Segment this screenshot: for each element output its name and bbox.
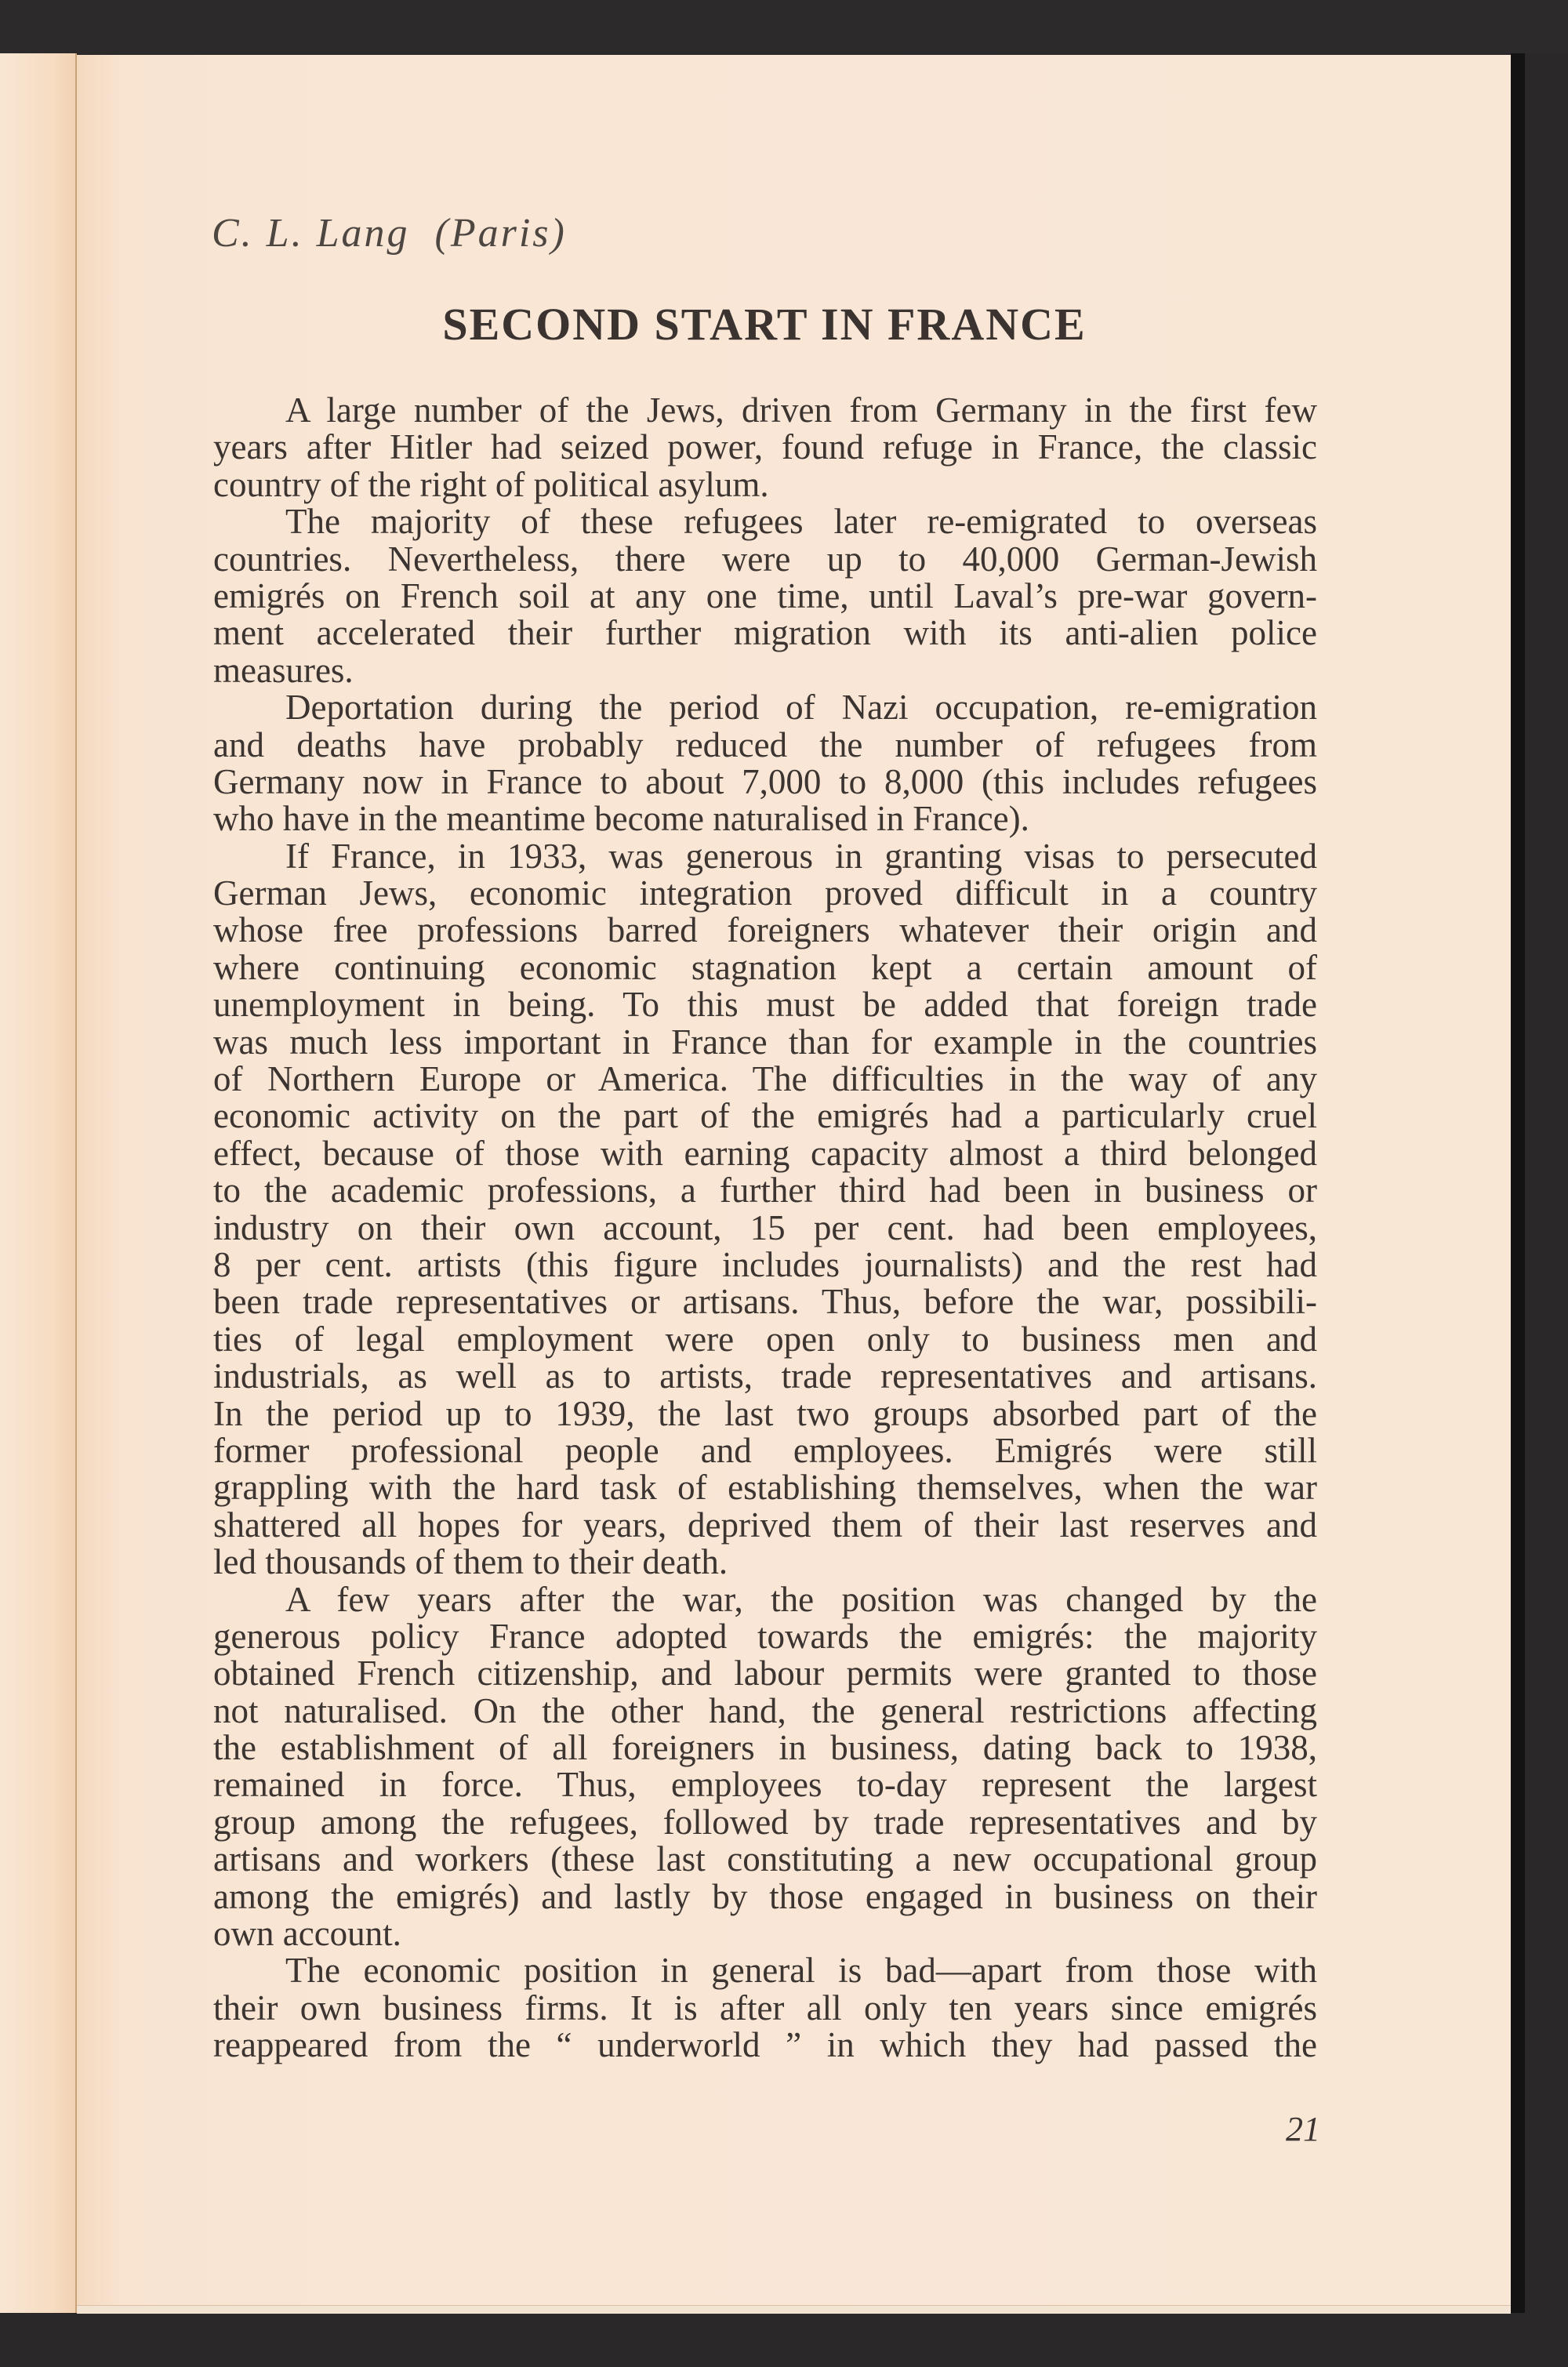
- body-line: artisans and workers (these last constituting a new occupational group: [213, 1839, 1317, 1879]
- body-line: not naturalised. On the other hand, the general restrictions affecting: [213, 1690, 1317, 1730]
- body-line: was much less important in France than for example in the countries: [213, 1022, 1317, 1062]
- body-line: former professional people and employees. Emigrés were still: [213, 1430, 1317, 1470]
- body-line: and deaths have probably reduced the number of refugees from: [213, 724, 1317, 764]
- body-line: of Northern Europe or America. The difficulties in the way of any: [213, 1059, 1317, 1099]
- author-byline: C. L. Lang (Paris): [212, 211, 567, 256]
- body-line: remained in force. Thus, employees to-day represent the largest: [213, 1765, 1317, 1805]
- body-line: group among the refugees, followed by trade representatives and by: [213, 1802, 1317, 1842]
- body-line: Germany now in France to about 7,000 to 8,000 (this includes refugees: [213, 761, 1317, 801]
- body-line: 8 per cent. artists (this figure includes journalists) and the rest had: [213, 1244, 1317, 1284]
- body-line: measures.: [213, 650, 354, 690]
- body-line: If France, in 1933, was generous in granting visas to persecuted: [285, 836, 1317, 876]
- body-line: led thousands of them to their death.: [213, 1542, 728, 1582]
- body-line: grappling with the hard task of establishing themselves, when the war: [213, 1468, 1317, 1508]
- body-line: own account.: [213, 1914, 401, 1954]
- body-line: industry on their own account, 15 per cent. had been employees,: [213, 1207, 1317, 1247]
- body-line: A few years after the war, the position was changed by the: [285, 1579, 1317, 1619]
- body-line: German Jews, economic integration proved difficult in a country: [213, 873, 1317, 913]
- body-line: emigrés on French soil at any one time, until Laval’s pre-war govern-: [213, 575, 1317, 615]
- body-line: The majority of these refugees later re-emigrated to overseas: [285, 502, 1317, 542]
- body-line: been trade representatives or artisans. Thus, before the war, possibili-: [213, 1282, 1317, 1322]
- body-line: reappeared from the “ underworld ” in which they had passed the: [213, 2025, 1317, 2065]
- body-line: obtained French citizenship, and labour permits were granted to those: [213, 1654, 1317, 1694]
- body-line: ment accelerated their further migration with its anti-alien police: [213, 613, 1317, 653]
- page-number: 21: [1286, 2110, 1320, 2148]
- body-line: whose free professions barred foreigners whatever their origin and: [213, 910, 1317, 950]
- body-line: country of the right of political asylum.: [213, 464, 769, 504]
- body-line: A large number of the Jews, driven from Germany in the first few: [285, 390, 1317, 430]
- body-line: where continuing economic stagnation kept a certain amount of: [213, 947, 1317, 987]
- body-line: Deportation during the period of Nazi occupation, re-emigration: [285, 688, 1317, 728]
- body-line: among the emigrés) and lastly by those engaged in business on their: [213, 1876, 1317, 1916]
- scanner-backdrop-top: [0, 0, 1568, 53]
- body-line: generous policy France adopted towards the emigrés: the majority: [213, 1616, 1317, 1656]
- body-line: years after Hitler had seized power, found refuge in France, the classic: [213, 427, 1317, 467]
- page-bottom-edge: [77, 2305, 1511, 2314]
- body-line: economic activity on the part of the emigrés had a particularly cruel: [213, 1096, 1317, 1136]
- body-line: countries. Nevertheless, there were up to 40,000 German-Jewish: [213, 539, 1317, 579]
- left-page-edge: [0, 53, 75, 2313]
- body-line: industrials, as well as to artists, trade representatives and artisans.: [213, 1356, 1317, 1396]
- body-line: In the period up to 1939, the last two groups absorbed part of the: [213, 1393, 1317, 1433]
- body-line: ties of legal employment were open only to business men and: [213, 1319, 1317, 1359]
- body-line: their own business firms. It is after all only ten years since emigrés: [213, 1988, 1317, 2028]
- article-body: [213, 392, 1317, 2064]
- scanner-backdrop-right: [1511, 53, 1525, 2313]
- body-line: effect, because of those with earning capacity almost a third belonged: [213, 1133, 1317, 1173]
- body-line: the establishment of all foreigners in business, dating back to 1938,: [213, 1728, 1317, 1768]
- body-line: to the academic professions, a further third had been in business or: [213, 1171, 1317, 1211]
- body-line: who have in the meantime become naturalised in France).: [213, 799, 1029, 839]
- article-title: SECOND START IN FRANCE: [442, 299, 1087, 350]
- body-line: The economic position in general is bad—apart from those with: [285, 1951, 1317, 1991]
- body-line: unemployment in being. To this must be added that foreign trade: [213, 985, 1317, 1025]
- body-line: shattered all hopes for years, deprived them of their last reserves and: [213, 1505, 1317, 1545]
